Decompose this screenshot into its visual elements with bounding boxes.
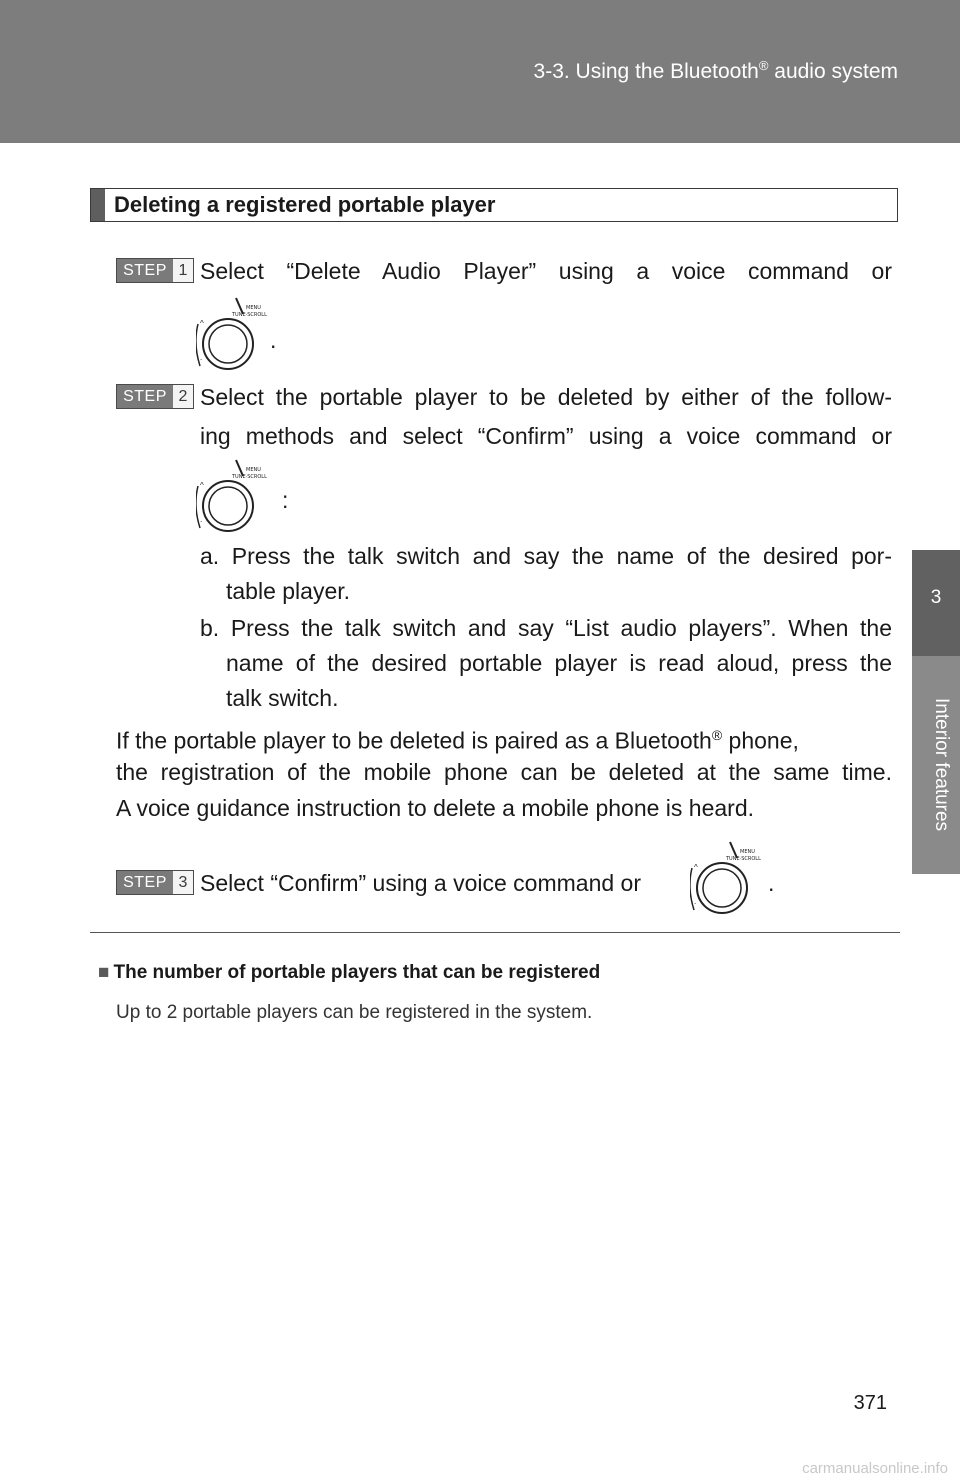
step-2-badge: STEP 2 [116, 384, 194, 409]
option-a-line-2: table player. [226, 578, 351, 604]
note-text: Up to 2 portable players can be registered in the system. [116, 1002, 593, 1023]
section-divider [90, 932, 900, 933]
option-b-line-1: b. Press the talk switch and say “List audio players”. When the [200, 615, 892, 641]
paragraph-line-1: If the portable player to be deleted is paired as a Bluetooth® phone, [116, 727, 799, 754]
step-3-period: . [768, 870, 775, 896]
svg-text:MENU: MENU [740, 849, 755, 855]
svg-text:TUNE·SCROLL: TUNE·SCROLL [232, 474, 267, 480]
option-b-line-3: talk switch. [226, 685, 339, 711]
svg-text:^: ^ [200, 481, 204, 490]
svg-text:TUNE·SCROLL: TUNE·SCROLL [726, 856, 761, 862]
step-2-line-2: ing methods and select “Confirm” using a voice command or [200, 423, 892, 449]
tune-scroll-knob-icon [196, 458, 276, 532]
heading-marker [91, 189, 105, 221]
option-b-line-2: name of the desired portable player is read aloud, press the [226, 650, 892, 676]
svg-text:.: . [694, 897, 697, 906]
svg-text:^: ^ [694, 863, 698, 872]
tune-scroll-knob-icon [196, 296, 276, 370]
svg-text:TUNE·SCROLL: TUNE·SCROLL [232, 312, 267, 318]
svg-text:.: . [200, 515, 203, 524]
svg-text:^: ^ [200, 319, 204, 328]
page-number: 371 [853, 1392, 887, 1414]
chapter-tab [912, 550, 960, 656]
step-2-line-1: Select the portable player to be deleted by either of the follow- [200, 384, 892, 410]
chapter-label: Interior features [931, 698, 952, 832]
tune-scroll-knob-icon [690, 840, 770, 914]
svg-text:.: . [200, 353, 203, 362]
watermark: carmanualsonline.info [802, 1460, 948, 1477]
section-heading-text: Deleting a registered portable player [114, 192, 496, 217]
step-1-period: . [270, 327, 277, 353]
note-heading: ■ The number of portable players that can be registered [98, 962, 601, 983]
section-heading [90, 188, 898, 222]
paragraph-line-3: A voice guidance instruction to delete a mobile phone is heard. [116, 795, 755, 821]
option-a-line-1: a. Press the talk switch and say the name of the desired por- [200, 543, 892, 569]
step-2-colon: : [282, 487, 289, 513]
step-3-badge: STEP 3 [116, 870, 194, 895]
svg-text:MENU: MENU [246, 305, 261, 311]
step-3-text: Select “Confirm” using a voice command or [200, 870, 641, 896]
svg-text:MENU: MENU [246, 467, 261, 473]
chapter-number: 3 [930, 587, 942, 608]
header-title: 3-3. Using the Bluetooth® audio system [533, 58, 898, 83]
step-1-badge: STEP 1 [116, 258, 194, 283]
paragraph-line-2: the registration of the mobile phone can be deleted at the same time. [116, 759, 892, 785]
note-bullet-icon: ■ [98, 962, 110, 983]
step-1-text: Select “Delete Audio Player” using a voice command or [200, 258, 892, 284]
header-band [0, 0, 960, 143]
